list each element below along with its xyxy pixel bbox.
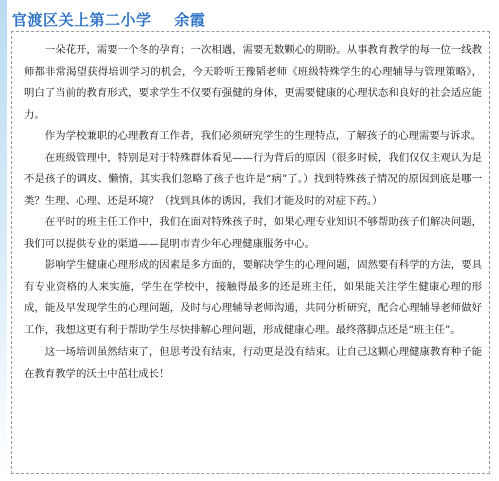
paragraph-influences: 影响学生健康心理形成的因素是多方面的，要解决学生的心理问题，固然要有科学的方法，要具有专业资格的人来实施，学生在学校中，接触得最多的还是班主任，如果能关注学生健康心理的形成，能及早发现学生的心理问题，及时与心理辅导老师沟通，共同分析研究，配合心理辅导老师做好工作，我想这更有利于帮助学生尽快排解心理问题，形成健康心理。最终落脚点还是“班主任”。 — [24, 259, 482, 336]
article-body — [24, 40, 482, 385]
author-name: 余霞 — [174, 11, 206, 29]
paragraph-support-channel: 在平时的班主任工作中，我们在面对特殊孩子时，如果心理专业知识不够帮助孩子们解决问题，我们可以提供专业的渠道——昆明市青少年心理健康服务中心。 — [24, 216, 482, 250]
paragraph-class-management: 在班级管理中，特别是对于特殊群体看见——行为背后的原因（很多时候，我们仅仅主观认为是不是孩子的调皮、懒惰，其实我们忽略了孩子也许是“病”了。）找到特殊孩子情况的原因到底是哪一类？生理、心理、还是环境？（找到具体的诱因，我们才能及时的对症下药。） — [24, 151, 482, 207]
left-accent-bar — [0, 0, 7, 481]
school-name: 官渡区关上第二小学 — [12, 11, 152, 29]
paragraph-intro: 一朵花开，需要一个冬的孕育；一次相遇，需要无数颗心的期盼。从事教育教学的每一位一线教师都非常渴望获得培训学习的机会，今天聆听王豫韬老师《班级特殊学生的心理辅导与管理策略》，明白了当前的教育形式，要求学生不仅要有强健的身体，更需要健康的心理状态和良好的社会适应能力。 — [24, 44, 482, 121]
page-title — [12, 9, 205, 30]
paragraph-closing: 这一场培训虽然结束了，但思考没有结束，行动更是没有结束。让自己这颗心理健康教育种子能在教育教学的沃土中茁壮成长！ — [24, 346, 482, 380]
paragraph-role: 作为学校兼职的心理教育工作者，我们必须研究学生的生理特点，了解孩子的心理需要与诉求。 — [44, 130, 482, 142]
